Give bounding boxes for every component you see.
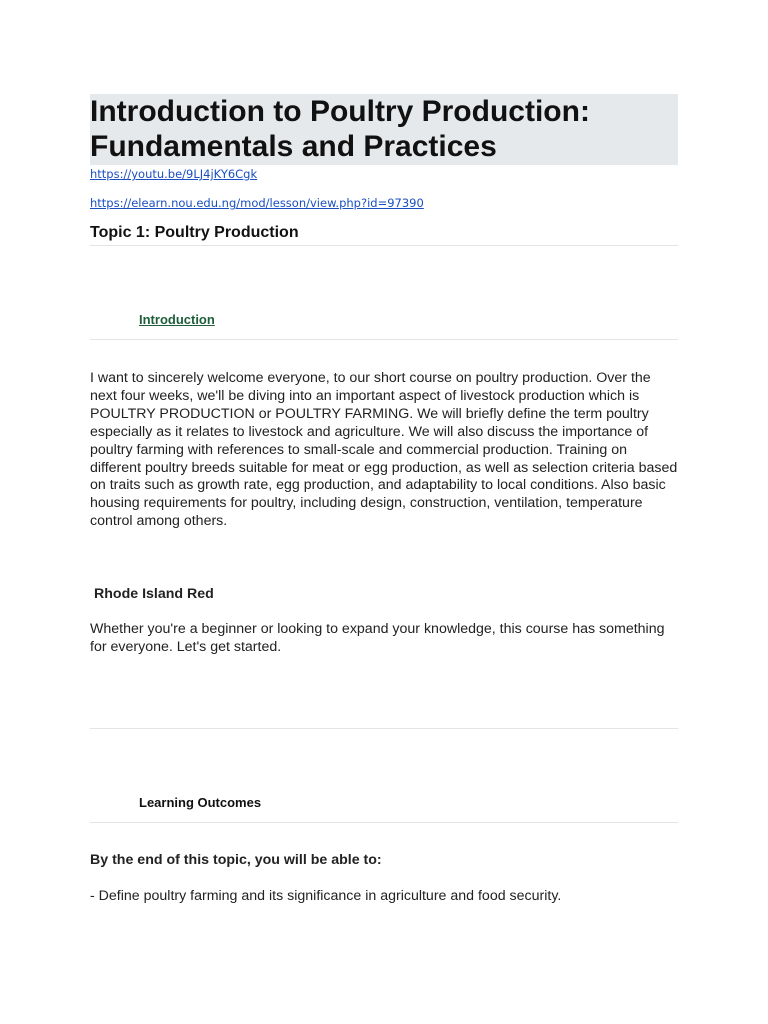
breed-heading: Rhode Island Red xyxy=(94,586,214,603)
page-title: Introduction to Poultry Production: Fundamentals and Practices xyxy=(90,95,590,163)
topic-heading: Topic 1: Poultry Production xyxy=(90,224,299,241)
divider xyxy=(90,339,678,340)
divider xyxy=(90,728,678,729)
document-page xyxy=(90,94,678,905)
title-block xyxy=(90,94,678,165)
outcomes-lead: By the end of this topic, you will be able to: xyxy=(90,851,382,868)
introduction-paragraph: I want to sincerely welcome everyone, to our short course on poultry production. Over the next four weeks, we'll be diving into an important aspect of livestock production which is POULTRY PRODUCTION or POULTRY FARMING. We will briefly define the term poultry especially as it relates to livestock and agriculture. We will also discuss the importance of poultry farming with references to small-scale and commercial production. Training on different poultry breeds suitable for meat or egg production, as well as selection criteria based on traits such as growth rate, egg production, and adaptability to local conditions. Also basic housing requirements for poultry, including design, construction, ventilation, temperature control among others. xyxy=(90,370,678,530)
divider xyxy=(90,822,678,823)
outcome-item: - Define poultry farming and its significance in agriculture and food security. xyxy=(90,887,562,904)
breed-caption: Whether you're a beginner or looking to expand your knowledge, this course has something for everyone. Let's get started. xyxy=(90,621,665,656)
video-link[interactable]: https://youtu.be/9LJ4jKY6Cgk xyxy=(90,167,258,181)
learning-outcomes-heading: Learning Outcomes xyxy=(139,794,262,810)
divider xyxy=(90,245,678,246)
introduction-heading[interactable]: Introduction xyxy=(139,312,215,327)
lesson-link[interactable]: https://elearn.nou.edu.ng/mod/lesson/view.php?id=97390 xyxy=(90,196,424,210)
